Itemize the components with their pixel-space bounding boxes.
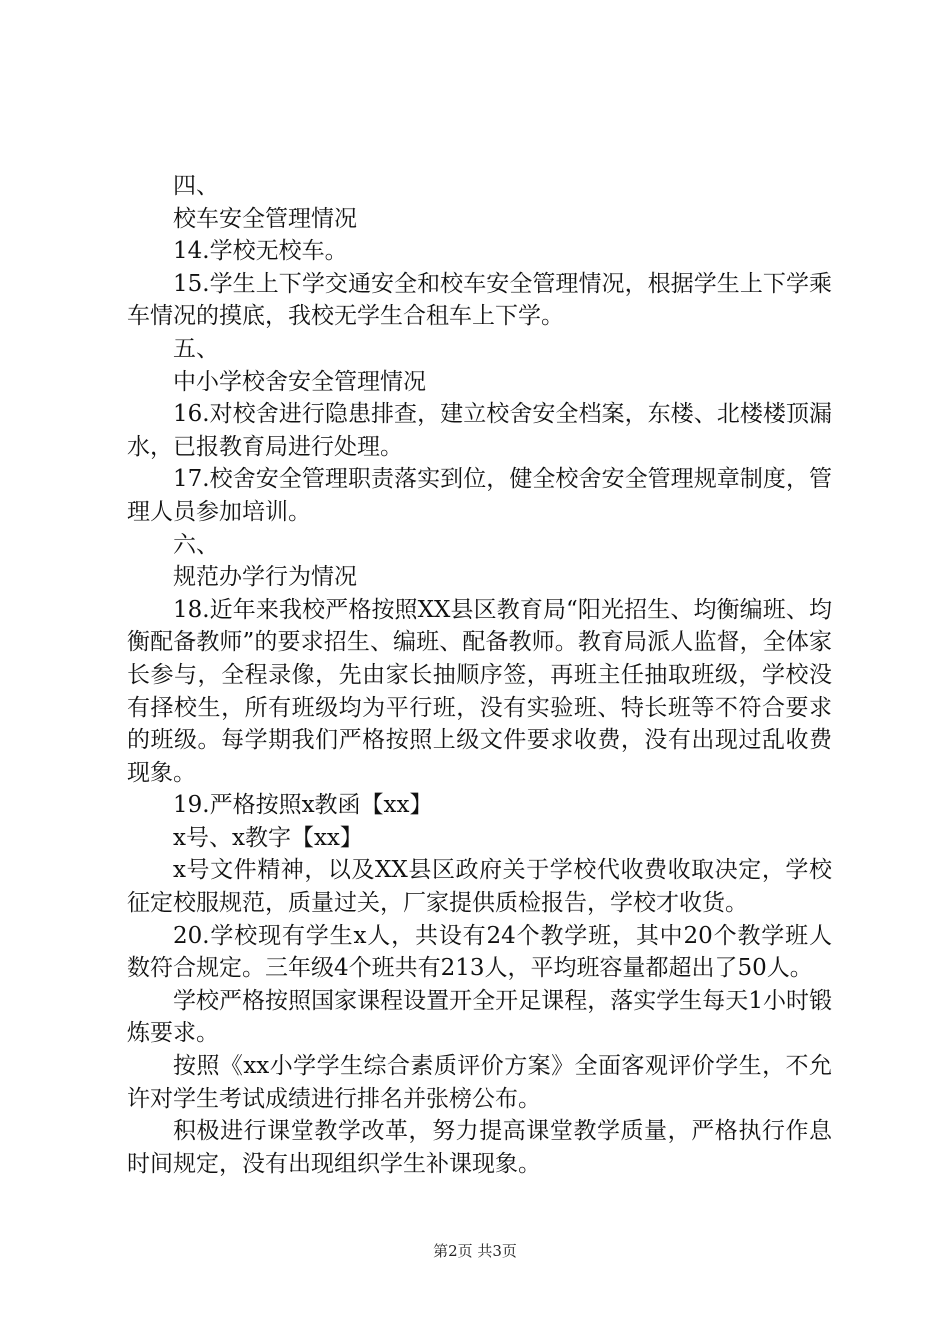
- paragraph: 规范办学行为情况: [173, 564, 357, 591]
- paragraph: 15.学生上下学交通安全和校车安全管理情况，根据学生上下学乘车情况的摸底，我校无学生合租车上下学。: [127, 270, 832, 330]
- paragraph: 学校严格按照国家课程设置开全开足课程，落实学生每天1小时锻炼要求。: [127, 987, 832, 1047]
- paragraph: 五、: [173, 335, 219, 362]
- paragraph: x号、x教字【xx】: [173, 824, 363, 851]
- paragraph: 校车安全管理情况: [173, 205, 357, 232]
- paragraph: 中小学校舍安全管理情况: [173, 368, 426, 395]
- paragraph: 16.对校舍进行隐患排查，建立校舍安全档案，东楼、北楼楼顶漏水，已报教育局进行处理。: [127, 401, 832, 460]
- paragraph: 19.严格按照x教函【xx】: [173, 792, 433, 819]
- paragraph: 20.学校现有学生x人，共设有24个教学班，其中20个教学班人数符合规定。三年级4个班共有213人，平均班容量都超出了50人。: [127, 922, 832, 982]
- page-footer: 第2页 共3页: [433, 1242, 517, 1260]
- document-body: [127, 170, 832, 1180]
- paragraph: 18.近年来我校严格按照XX县区教育局“阳光招生、均衡编班、均衡配备教师”的要求招生、编班、配备教师。教育局派人监督，全体家长参与，全程录像，先由家长抽顺序签，再班主任抽取班级，学校没有择校生，所有班级均为平行班，没有实验班、特长班等不符合要求的班级。每学期我们严格按照上级文件要求收费，没有出现过乱收费现象。: [127, 596, 832, 786]
- paragraph: x号文件精神，以及XX县区政府关于学校代收费收取决定，学校征定校服规范，质量过关，厂家提供质检报告，学校才收货。: [127, 857, 832, 917]
- paragraph: 六、: [173, 531, 219, 558]
- paragraph: 积极进行课堂教学改革，努力提高课堂教学质量，严格执行作息时间规定，没有出现组织学生补课现象。: [127, 1118, 832, 1177]
- paragraph: 14.学校无校车。: [173, 238, 348, 265]
- paragraph: 按照《xx小学学生综合素质评价方案》全面客观评价学生，不允许对学生考试成绩进行排名并张榜公布。: [127, 1053, 832, 1112]
- paragraph: 四、: [173, 173, 219, 199]
- paragraph: 17.校舍安全管理职责落实到位，健全校舍安全管理规章制度，管理人员参加培训。: [127, 466, 832, 525]
